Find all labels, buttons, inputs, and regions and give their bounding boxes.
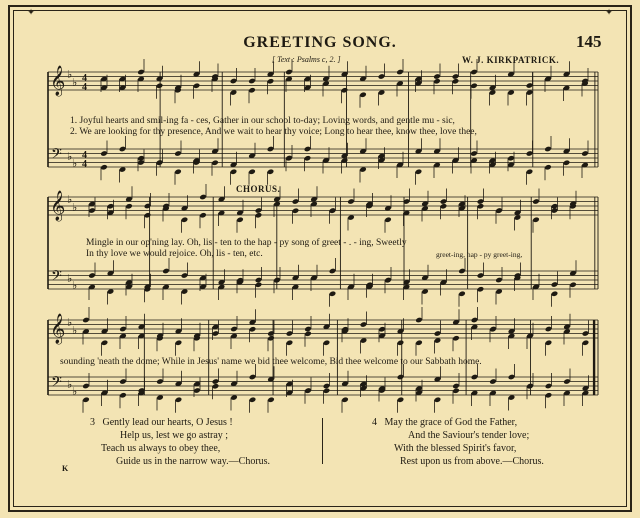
printer-signature: K [62, 464, 69, 473]
verse-4-line-1: May the grace of God the Father, [384, 417, 518, 428]
composer-name: W. J. KIRKPATRICK. [462, 55, 560, 65]
flat-sign-icon: ♭ [67, 68, 73, 81]
treble-clef-icon: 𝄞 [50, 191, 66, 221]
flat-sign-icon: ♭ [67, 272, 73, 285]
flat-sign-icon: ♭ [67, 378, 73, 391]
verse-4-line-2: And the Saviour's tender love; [408, 430, 530, 441]
page-number: 145 [576, 32, 602, 51]
verse-3-line-1: Gently lead our hearts, O Jesus ! [102, 417, 233, 428]
system1-verse1-lyrics: 1. Joyful hearts and smil-ing fa - ces, Gather in our school to-day; Loving words, and gentle mu - sic, [70, 116, 455, 126]
song-title: GREETING SONG. [243, 34, 397, 51]
verse-3-line-3: Teach us always to obey thee, [101, 443, 221, 454]
flat-sign-icon: ♭ [72, 157, 78, 170]
flat-sign-icon: ♭ [72, 385, 78, 398]
verse-4-line-3: With the blessed Spirit's favor, [394, 443, 517, 454]
system2-verse1-lyrics: Mingle in our op'ning lay. Oh, lis - ten to the hap - py song of greet - . - ing, Sweetly [86, 238, 407, 248]
verse-3-line-4: Guide us in the narrow way.—Chorus. [116, 456, 271, 467]
bass-clef-icon: 𝄢 [51, 268, 62, 288]
flat-sign-icon: ♭ [72, 76, 78, 89]
treble-clef-icon: 𝄞 [50, 314, 66, 344]
time-signature-top: 4 [82, 150, 87, 161]
verse-3-number: 3 [90, 417, 95, 428]
corner-ornament-icon: ✦ [605, 7, 613, 17]
verse-4 [372, 416, 544, 468]
time-signature-bottom: 4 [82, 82, 87, 93]
system2-verse2-lyrics: In thy love we would rejoice. Oh, lis - ten, etc. [86, 249, 263, 259]
chorus-label: CHORUS. [236, 184, 281, 194]
corner-ornament-icon: ✦ [27, 7, 35, 17]
treble-clef-icon: 𝄞 [50, 66, 66, 96]
system1-verse2-lyrics: 2. We are looking for thy presence, And we wait to hear thy voice; Long to hear thee, know thee, love thee, [70, 127, 477, 137]
verse-3-line-2: Help us, lest we go astray ; [120, 430, 229, 441]
flat-sign-icon: ♭ [67, 316, 73, 329]
verse-3 [90, 416, 270, 468]
verse-4-number: 4 [372, 417, 377, 428]
flat-sign-icon: ♭ [67, 150, 73, 163]
flat-sign-icon: ♭ [72, 324, 78, 337]
verse-divider [322, 418, 323, 464]
flat-sign-icon: ♭ [72, 279, 78, 292]
verse-4-line-4: Rest upon us from above.—Chorus. [400, 456, 544, 467]
system3-lyrics: sounding 'neath the dome; While in Jesus' name we bid thee welcome, Bid thee welcome to our Sabbath home. [60, 357, 482, 367]
bass-clef-icon: 𝄢 [51, 374, 62, 394]
time-signature-bottom: 4 [82, 159, 87, 170]
flat-sign-icon: ♭ [67, 193, 73, 206]
time-signature-top: 4 [82, 73, 87, 84]
flat-sign-icon: ♭ [72, 201, 78, 214]
scripture-reference: [ Text : Psalms c, 2. ] [272, 55, 341, 64]
system2-alto-lyrics: greet-ing, hap - py greet-ing, [436, 250, 523, 259]
bass-clef-icon: 𝄢 [51, 146, 62, 166]
